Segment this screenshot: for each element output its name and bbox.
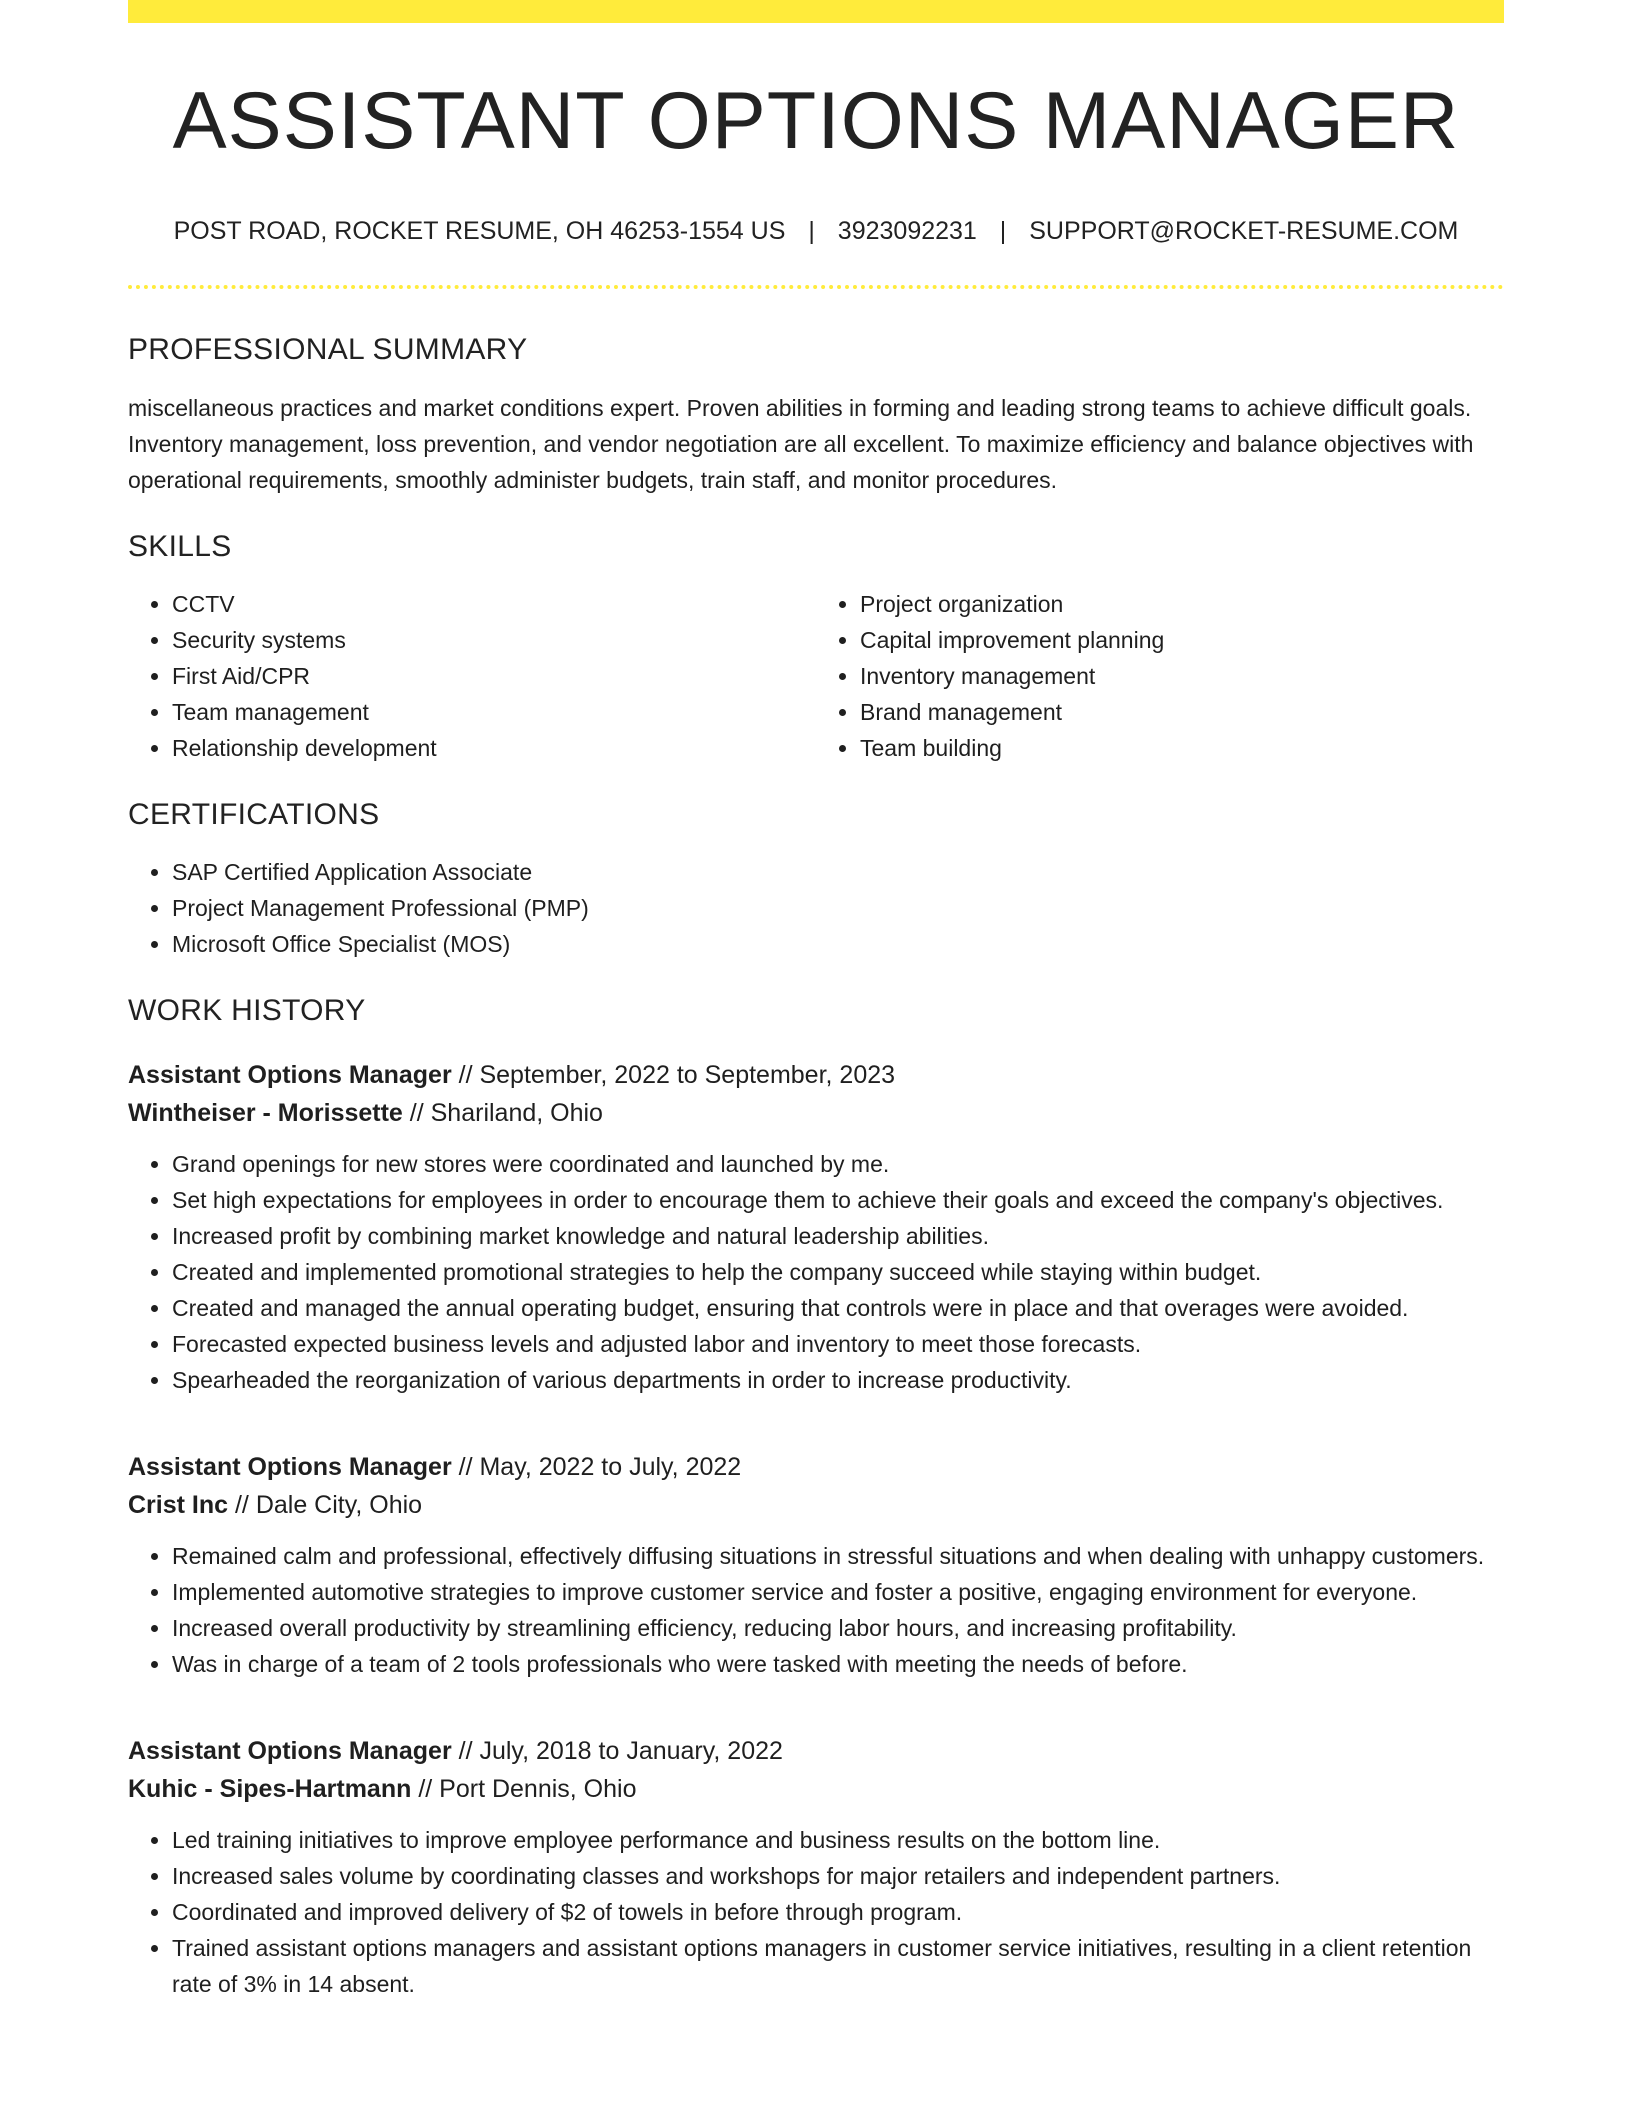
contact-separator: | (808, 217, 815, 245)
job-bullet: • Forecasted expected business levels and adjusted labor and inventory to meet those forecasts. (172, 1326, 1504, 1362)
job-company: Wintheiser - Morissette (128, 1099, 403, 1127)
work-history-section (128, 996, 1504, 2002)
skills-list-right (816, 586, 1504, 766)
contact-line (128, 219, 1504, 244)
skill-item: • CCTV (172, 586, 816, 622)
skill-item: • Team building (860, 730, 1504, 766)
job-entry (128, 1448, 1504, 1682)
job-bullet: • Trained assistant options managers and assistant options managers in customer service initiatives, resulting in a client retention rate of 3% in 14 absent. (172, 1930, 1504, 2002)
job-company: Crist Inc (128, 1491, 229, 1519)
job-bullet: • Increased profit by combining market knowledge and natural leadership abilities. (172, 1218, 1504, 1254)
job-bullet: • Remained calm and professional, effectively diffusing situations in stressful situations and when dealing with unhappy customers. (172, 1538, 1504, 1574)
job-bullet: • Spearheaded the reorganization of various departments in order to increase productivity. (172, 1362, 1504, 1398)
job-title: Assistant Options Manager (128, 1737, 452, 1765)
job-dates: // September, 2022 to September, 2023 (458, 1061, 896, 1089)
job-title: Assistant Options Manager (128, 1061, 452, 1089)
job-bullet: • Increased sales volume by coordinating classes and workshops for major retailers and independent partners. (172, 1858, 1504, 1894)
skills-list-left (128, 586, 816, 766)
resume-title: ASSISTANT OPTIONS MANAGER (172, 76, 1460, 166)
certifications-heading: CERTIFICATIONS (128, 798, 380, 831)
skill-item: • Brand management (860, 694, 1504, 730)
certification-item: • Microsoft Office Specialist (MOS) (172, 926, 1504, 962)
skills-heading: SKILLS (128, 530, 232, 563)
job-location: // Port Dennis, Ohio (418, 1775, 637, 1803)
top-accent-bar (128, 0, 1504, 23)
summary-section (128, 335, 1504, 498)
job-bullet: • Set high expectations for employees in order to encourage them to achieve their goals and exceed the company's objectives. (172, 1182, 1504, 1218)
skills-section (128, 532, 1504, 766)
contact-address: POST ROAD, ROCKET RESUME, OH 46253-1554 US (173, 217, 786, 245)
summary-heading: PROFESSIONAL SUMMARY (128, 333, 528, 366)
contact-separator: | (999, 217, 1007, 245)
job-bullet: • Implemented automotive strategies to improve customer service and foster a positive, engaging environment for everyone. (172, 1574, 1504, 1610)
summary-text: miscellaneous practices and market conditions expert. Proven abilities in forming and leading strong teams to achieve difficult goals. Inventory management, loss prevention, and vendor negotiation are all excellent. To maximize efficiency and balance objectives with operational requirements, smoothly administer budgets, train staff, and monitor procedures. (128, 395, 1474, 493)
certifications-section (128, 800, 1504, 962)
job-title: Assistant Options Manager (128, 1453, 452, 1481)
job-bullet: • Created and managed the annual operating budget, ensuring that controls were in place and that overages were avoided. (172, 1290, 1504, 1326)
skill-item: • Project organization (860, 586, 1504, 622)
job-dates: // May, 2022 to July, 2022 (458, 1453, 742, 1481)
job-bullet: • Increased overall productivity by streamlining efficiency, reducing labor hours, and increasing profitability. (172, 1610, 1504, 1646)
skill-item: • First Aid/CPR (172, 658, 816, 694)
contact-phone[interactable]: 3923092231 (837, 217, 977, 245)
job-dates: // July, 2018 to January, 2022 (458, 1737, 783, 1765)
job-title-line (128, 1056, 1504, 1094)
job-entry (128, 1732, 1504, 2002)
job-bullets (128, 1538, 1504, 1682)
skill-item: • Inventory management (860, 658, 1504, 694)
contact-email[interactable]: SUPPORT@ROCKET-RESUME.COM (1029, 217, 1459, 245)
skill-item: • Relationship development (172, 730, 816, 766)
skill-item: • Capital improvement planning (860, 622, 1504, 658)
job-company-line (128, 1770, 1504, 1808)
job-bullet: • Created and implemented promotional strategies to help the company succeed while staying within budget. (172, 1254, 1504, 1290)
job-entry (128, 1056, 1504, 1398)
job-bullets (128, 1146, 1504, 1398)
certifications-list (128, 854, 1504, 962)
work-history-heading: WORK HISTORY (128, 994, 366, 1027)
certification-item: • SAP Certified Application Associate (172, 854, 1504, 890)
skills-columns (128, 562, 1504, 766)
skill-item: • Security systems (172, 622, 816, 658)
job-bullet: • Grand openings for new stores were coordinated and launched by me. (172, 1146, 1504, 1182)
skill-item: • Team management (172, 694, 816, 730)
job-company: Kuhic - Sipes-Hartmann (128, 1775, 412, 1803)
job-bullet: • Coordinated and improved delivery of $2 of towels in before through program. (172, 1894, 1504, 1930)
job-bullet: • Led training initiatives to improve employee performance and business results on the bottom line. (172, 1822, 1504, 1858)
job-bullet: • Was in charge of a team of 2 tools professionals who were tasked with meeting the needs of before. (172, 1646, 1504, 1682)
job-title-line (128, 1448, 1504, 1486)
dotted-divider (128, 285, 1504, 289)
job-location: // Shariland, Ohio (409, 1099, 603, 1127)
job-company-line (128, 1094, 1504, 1132)
job-bullets (128, 1822, 1504, 2002)
resume-page (128, 0, 1504, 2002)
certification-item: • Project Management Professional (PMP) (172, 890, 1504, 926)
job-location: // Dale City, Ohio (234, 1491, 423, 1519)
job-title-line (128, 1732, 1504, 1770)
job-company-line (128, 1486, 1504, 1524)
